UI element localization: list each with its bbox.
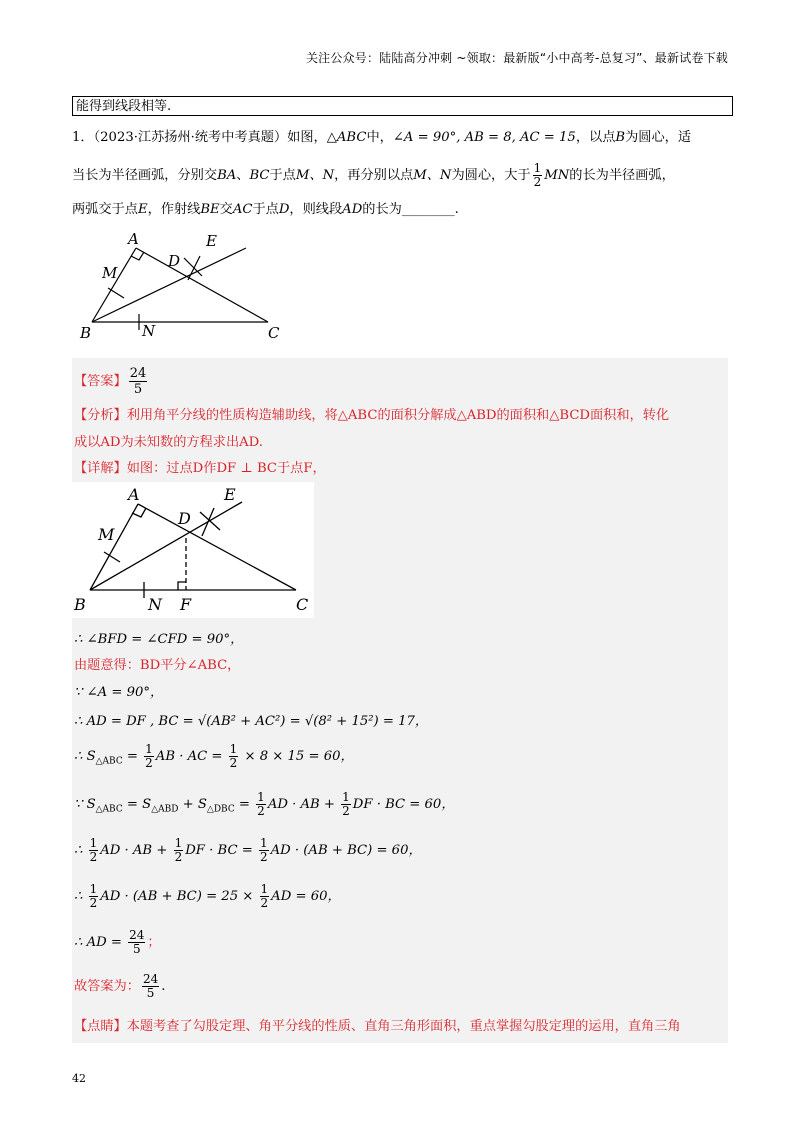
comment-line: 【点睛】本题考查了勾股定理、角平分线的性质、直角三角形面积，重点掌握勾股定理的运用，直角三角 xyxy=(74,1019,681,1034)
analysis-line-1: 【分析】利用角平分线的性质构造辅助线，将△ABC的面积分解成△ABD的面积和△BCD面积和，转化 xyxy=(74,408,670,423)
label-d: D xyxy=(178,509,191,528)
step-10: 故答案为： $\frac{24}{5}$ . xyxy=(74,972,166,1000)
segment-ac xyxy=(136,248,268,322)
step-7: ∴ $\frac{1}{2}$ AD · AB + $\frac{1}{2}$ DF · BC = $\frac{1}{2}$ AD · (AB + BC) = 60， xyxy=(74,836,422,864)
label-n: N xyxy=(148,595,162,614)
label-c: C xyxy=(268,324,280,342)
label-f: F xyxy=(180,595,192,614)
label-e: E xyxy=(224,485,236,504)
question-number: 1． xyxy=(72,130,94,145)
label-d: D xyxy=(168,252,181,270)
analysis-line-2: 成以AD为未知数的方程求出AD. xyxy=(74,435,263,450)
answer-line: 【答案】 $\frac{24}{5}$ xyxy=(74,366,147,397)
label-e: E xyxy=(206,232,217,250)
page-number: 42 xyxy=(72,1072,86,1085)
step-9: ∴ AD = $\frac{24}{5}$ ； xyxy=(74,928,161,956)
label-a: A xyxy=(128,485,140,504)
arc-e-2 xyxy=(188,256,200,280)
half-fraction: $\frac{1}{2}$ xyxy=(533,161,542,189)
step-5: ∴ $S_{\triangle ABC}$ = $\frac{1}{2}$ AB · AC = $\frac{1}{2}$ × 8 × 15 = 60， xyxy=(74,742,354,770)
step-3: ∵ ∠A = 90°， xyxy=(74,685,164,700)
previous-section-box: 能得到线段相等. xyxy=(72,96,733,116)
step-6: ∵ $S_{\triangle ABC} = S_{\triangle ABD} + S_{\triangle DBC}$ = $\frac{1}{2}$ AD · AB + $\frac{1}{2}$ DF · BC = 60， xyxy=(74,790,455,818)
triangle-figure-1 xyxy=(76,228,296,348)
step-2: 由题意得：BD平分∠ABC， xyxy=(74,658,241,673)
answer-fraction: $\frac{24}{5}$ xyxy=(129,366,147,397)
step-1: ∴ ∠BFD = ∠CFD = 90°， xyxy=(74,632,244,647)
question-line-1: 1．（2023·江苏扬州·统考中考真题）如图，△ABC中，∠A = 90°, AB = 8, AC = 15，以点B为圆心，适 xyxy=(72,130,692,145)
label-c: C xyxy=(296,595,309,614)
label-b: B xyxy=(74,595,86,614)
question-line-3: 两弧交于点E，作射线BE交AC于点D，则线段AD的长为________. xyxy=(72,202,459,217)
label-n: N xyxy=(142,322,156,340)
label-m: M xyxy=(98,525,115,544)
triangle-figure-2 xyxy=(72,482,314,618)
detail-line: 【详解】如图：过点D作DF ⊥ BC于点F， xyxy=(74,461,326,476)
label-m: M xyxy=(102,264,118,282)
step-4: ∴ AD = DF , BC = √(AB² + AC²) = √(8² + 15²) = 17， xyxy=(74,714,429,729)
step-8: ∴ $\frac{1}{2}$ AD · (AB + BC) = 25 × $\frac{1}{2}$ AD = 60， xyxy=(74,882,341,910)
label-b: B xyxy=(80,324,92,342)
label-a: A xyxy=(128,230,139,248)
arc-mark-m xyxy=(108,288,124,298)
page-header: 关注公众号：陆陆高分冲刺 ~领取：最新版“小中高考-总复习”、最新试卷下载 xyxy=(305,51,728,65)
question-line-2: 当长为半径画弧，分别交BA、BC于点M、N，再分别以点M、N为圆心，大于 $\frac{1}{2}$ MN的长为半径画弧， xyxy=(72,161,675,189)
